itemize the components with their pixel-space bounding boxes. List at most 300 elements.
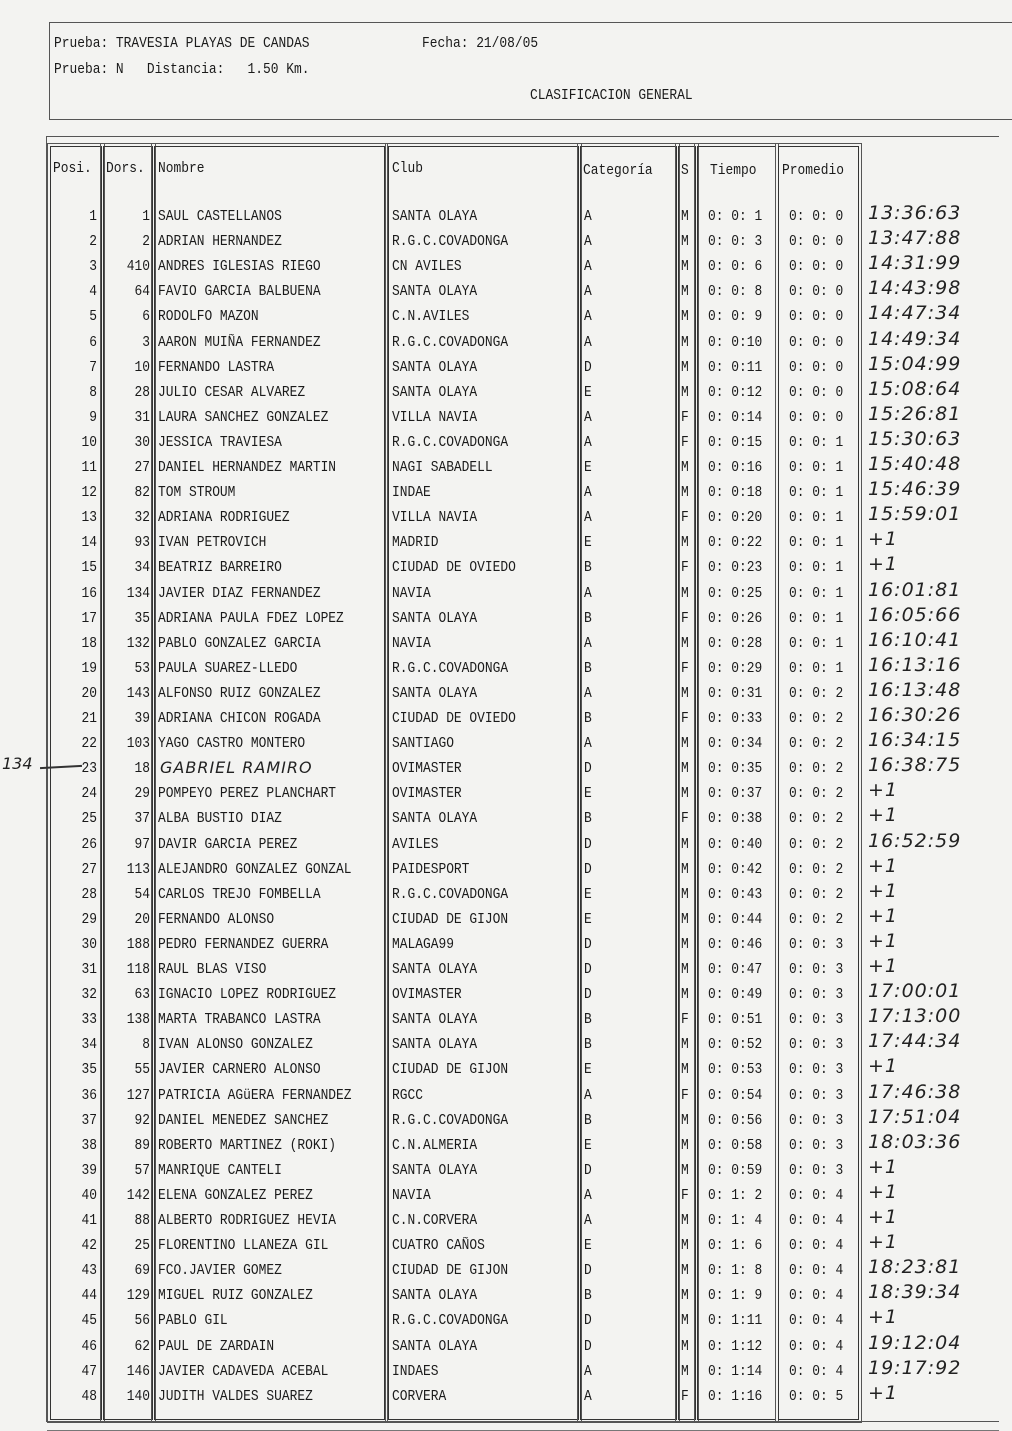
cell-dorsal: 93 bbox=[134, 534, 150, 552]
cell-average: 0: 0: 4 bbox=[789, 1186, 844, 1204]
cell-category: D bbox=[584, 1262, 592, 1280]
cell-club: MALAGA99 bbox=[392, 935, 454, 953]
cell-sex: M bbox=[681, 785, 689, 803]
cell-position: 24 bbox=[81, 785, 97, 803]
table-row bbox=[0, 1233, 1012, 1258]
cell-club: INDAES bbox=[392, 1362, 439, 1380]
table-row bbox=[0, 829, 1012, 857]
cell-handwritten-time: 17:46:38 bbox=[868, 1080, 962, 1103]
table-row bbox=[0, 854, 1012, 882]
cell-time: 0: 0:40 bbox=[708, 835, 763, 853]
cell-category: B bbox=[584, 710, 592, 727]
cell-name: JAVIER CARNERO ALONSO bbox=[158, 1061, 321, 1079]
cell-time: 0: 0:23 bbox=[708, 559, 763, 577]
cell-position: 7 bbox=[89, 358, 97, 376]
cell-handwritten-time: 15:59:01 bbox=[868, 503, 962, 526]
cell-name: FERNANDO ALONSO bbox=[158, 910, 275, 928]
table-row bbox=[0, 229, 1012, 254]
cell-time: 0: 0:26 bbox=[708, 609, 763, 627]
cell-handwritten-time: 14:31:99 bbox=[868, 252, 962, 275]
cell-club: CIUDAD DE OVIEDO bbox=[392, 559, 516, 577]
cell-category: E bbox=[584, 534, 592, 552]
cell-position: 9 bbox=[89, 408, 97, 426]
cell-position: 29 bbox=[81, 910, 97, 928]
cell-average: 0: 0: 4 bbox=[789, 1362, 844, 1380]
cell-club: MADRID bbox=[392, 534, 439, 552]
table-row bbox=[0, 781, 1012, 806]
cell-category: E bbox=[584, 885, 592, 903]
cell-time: 0: 0: 9 bbox=[708, 308, 763, 326]
cell-handwritten-time: +1 bbox=[868, 1055, 899, 1078]
cell-club: SANTA OLAYA bbox=[392, 1011, 478, 1029]
table-row bbox=[0, 929, 1012, 957]
cell-dorsal: 39 bbox=[134, 710, 150, 727]
cell-category: E bbox=[584, 1136, 592, 1154]
cell-sex: F bbox=[681, 1387, 689, 1405]
header-dors: Dors. bbox=[106, 160, 145, 177]
cell-dorsal: 103 bbox=[126, 735, 150, 753]
cell-sex: M bbox=[681, 208, 689, 225]
table-row bbox=[0, 806, 1012, 831]
cell-dorsal: 82 bbox=[134, 484, 150, 502]
cell-average: 0: 0: 2 bbox=[789, 735, 844, 753]
cell-club: CIUDAD DE GIJON bbox=[392, 910, 509, 928]
cell-club: OVIMASTER bbox=[392, 760, 462, 778]
cell-dorsal: 32 bbox=[134, 509, 150, 527]
cell-average: 0: 0: 1 bbox=[789, 484, 844, 502]
cell-position: 16 bbox=[81, 584, 97, 602]
cell-sex: M bbox=[681, 459, 689, 476]
cell-category: D bbox=[584, 760, 592, 778]
cell-dorsal: 97 bbox=[134, 835, 150, 853]
cell-average: 0: 0: 4 bbox=[789, 1237, 844, 1255]
cell-club: SANTA OLAYA bbox=[392, 1287, 478, 1305]
table-row bbox=[0, 578, 1012, 606]
cell-sex: M bbox=[681, 1287, 689, 1305]
cell-club: SANTA OLAYA bbox=[392, 810, 478, 828]
cell-sex: M bbox=[681, 1061, 689, 1079]
cell-handwritten-time: +1 bbox=[868, 854, 899, 877]
cell-sex: M bbox=[681, 1337, 689, 1355]
cell-sex: F bbox=[681, 609, 689, 627]
cell-time: 0: 0:28 bbox=[708, 634, 763, 652]
cell-club: C.N.AVILES bbox=[392, 308, 470, 326]
cell-time: 0: 0:16 bbox=[708, 459, 763, 476]
cell-club: SANTA OLAYA bbox=[392, 609, 478, 627]
table-row bbox=[0, 327, 1012, 355]
table-row bbox=[0, 904, 1012, 932]
cell-time: 0: 0:35 bbox=[708, 760, 763, 778]
cell-club: NAGI SABADELL bbox=[392, 459, 493, 476]
cell-club: R.G.C.COVADONGA bbox=[392, 233, 509, 251]
cell-handwritten-time: +1 bbox=[868, 1206, 899, 1228]
cell-sex: M bbox=[681, 1136, 689, 1154]
cell-category: A bbox=[584, 1212, 592, 1229]
cell-category: A bbox=[584, 584, 592, 602]
cell-position: 32 bbox=[81, 986, 97, 1004]
cell-sex: M bbox=[681, 835, 689, 853]
cell-dorsal: 10 bbox=[134, 358, 150, 376]
cell-time: 0: 0: 3 bbox=[708, 233, 763, 251]
cell-category: A bbox=[584, 1186, 592, 1204]
cell-dorsal: 146 bbox=[126, 1362, 150, 1380]
cell-dorsal: 132 bbox=[126, 634, 150, 652]
cell-position: 4 bbox=[89, 283, 97, 301]
cell-handwritten-time: 16:34:15 bbox=[868, 729, 962, 752]
cell-name: BEATRIZ BARREIRO bbox=[158, 559, 282, 577]
cell-name: PAUL DE ZARDAIN bbox=[158, 1337, 275, 1355]
cell-average: 0: 0: 4 bbox=[789, 1212, 844, 1229]
cell-time: 0: 1: 9 bbox=[708, 1287, 763, 1305]
cell-club: CIUDAD DE GIJON bbox=[392, 1262, 509, 1280]
cell-average: 0: 0: 3 bbox=[789, 1161, 844, 1179]
cell-average: 0: 0: 2 bbox=[789, 785, 844, 803]
cell-handwritten-time: 15:46:39 bbox=[868, 478, 962, 501]
table-row bbox=[0, 1080, 1012, 1108]
cell-club: SANTA OLAYA bbox=[392, 1337, 478, 1355]
cell-time: 0: 0:44 bbox=[708, 910, 763, 928]
cell-average: 0: 0: 1 bbox=[789, 509, 844, 527]
cell-category: A bbox=[584, 1086, 592, 1104]
cell-position: 43 bbox=[81, 1262, 97, 1280]
table-row bbox=[0, 879, 1012, 907]
cell-name: PABLO GONZALEZ GARCIA bbox=[158, 634, 321, 652]
cell-dorsal: 57 bbox=[134, 1161, 150, 1179]
cell-position: 30 bbox=[81, 935, 97, 953]
cell-sex: F bbox=[681, 710, 689, 727]
cell-club: CN AVILES bbox=[392, 258, 462, 276]
cell-dorsal: 140 bbox=[126, 1387, 150, 1405]
cell-average: 0: 0: 3 bbox=[789, 1036, 844, 1054]
cell-dorsal: 127 bbox=[126, 1086, 150, 1104]
cell-sex: M bbox=[681, 935, 689, 953]
cell-handwritten-time: 16:10:41 bbox=[868, 628, 962, 651]
cell-category: B bbox=[584, 1011, 592, 1029]
cell-category: E bbox=[584, 785, 592, 803]
table-row bbox=[0, 480, 1012, 505]
table-row bbox=[0, 377, 1012, 405]
cell-time: 0: 1:14 bbox=[708, 1362, 763, 1380]
table-row bbox=[0, 982, 1012, 1007]
cell-dorsal: 54 bbox=[134, 885, 150, 903]
cell-average: 0: 0: 2 bbox=[789, 810, 844, 828]
cell-category: A bbox=[584, 509, 592, 527]
cell-club: SANTA OLAYA bbox=[392, 208, 478, 225]
cell-handwritten-time: +1 bbox=[868, 528, 899, 551]
cell-name: ADRIANA CHICON ROGADA bbox=[158, 710, 321, 727]
cell-name: JAVIER DIAZ FERNANDEZ bbox=[158, 584, 321, 602]
cell-sex: F bbox=[681, 1086, 689, 1104]
cell-name: DANIEL HERNANDEZ MARTIN bbox=[158, 459, 337, 476]
cell-dorsal: 134 bbox=[126, 584, 150, 602]
cell-handwritten-time: 15:08:64 bbox=[868, 377, 962, 400]
cell-time: 0: 1:12 bbox=[708, 1337, 763, 1355]
cell-name: ALBA BUSTIO DIAZ bbox=[158, 810, 282, 828]
cell-club: OVIMASTER bbox=[392, 785, 462, 803]
cell-category: E bbox=[584, 383, 592, 401]
cell-average: 0: 0: 4 bbox=[789, 1312, 844, 1330]
cell-club: SANTA OLAYA bbox=[392, 684, 478, 702]
cell-club: CIUDAD DE OVIEDO bbox=[392, 710, 516, 727]
cell-sex: M bbox=[681, 534, 689, 552]
cell-category: A bbox=[584, 433, 592, 451]
cell-sex: M bbox=[681, 283, 689, 301]
cell-name: FAVIO GARCIA BALBUENA bbox=[158, 283, 321, 301]
cell-position: 36 bbox=[81, 1086, 97, 1104]
cell-dorsal: 37 bbox=[134, 810, 150, 828]
cell-category: E bbox=[584, 459, 592, 476]
cell-handwritten-time: 19:17:92 bbox=[868, 1356, 962, 1379]
table-row bbox=[0, 1258, 1012, 1283]
cell-average: 0: 0: 4 bbox=[789, 1287, 844, 1305]
cell-time: 0: 0:18 bbox=[708, 484, 763, 502]
cell-average: 0: 0: 0 bbox=[789, 308, 844, 326]
cell-category: A bbox=[584, 1362, 592, 1380]
cell-name: TOM STROUM bbox=[158, 484, 236, 502]
cell-name: ALFONSO RUIZ GONZALEZ bbox=[158, 684, 321, 702]
cell-position: 39 bbox=[81, 1161, 97, 1179]
cell-name: JUDITH VALDES SUAREZ bbox=[158, 1387, 313, 1405]
cell-handwritten-time: +1 bbox=[868, 1180, 899, 1203]
cell-dorsal: 92 bbox=[134, 1111, 150, 1129]
cell-club: OVIMASTER bbox=[392, 986, 462, 1004]
table-row bbox=[0, 957, 1012, 982]
cell-position: 42 bbox=[81, 1237, 97, 1255]
cell-time: 0: 0:56 bbox=[708, 1111, 763, 1129]
cell-position: 37 bbox=[81, 1111, 97, 1129]
cell-sex: M bbox=[681, 1237, 689, 1255]
cell-average: 0: 0: 0 bbox=[789, 358, 844, 376]
cell-handwritten-time: 19:12:04 bbox=[868, 1331, 962, 1354]
cell-dorsal: 410 bbox=[126, 258, 150, 276]
cell-name: SAUL CASTELLANOS bbox=[158, 208, 282, 225]
cell-sex: F bbox=[681, 659, 689, 677]
cell-position: 18 bbox=[81, 634, 97, 652]
cell-club: PAIDESPORT bbox=[392, 860, 470, 878]
cell-handwritten-time: +1 bbox=[868, 904, 899, 927]
cell-dorsal: 89 bbox=[134, 1136, 150, 1154]
cell-dorsal: 6 bbox=[142, 308, 150, 326]
table-row bbox=[0, 628, 1012, 656]
cell-time: 0: 0:37 bbox=[708, 785, 763, 803]
cell-sex: M bbox=[681, 860, 689, 878]
cell-category: D bbox=[584, 1312, 592, 1330]
cell-category: E bbox=[584, 1237, 592, 1255]
cell-sex: M bbox=[681, 484, 689, 502]
cell-average: 0: 0: 2 bbox=[789, 910, 844, 928]
cell-time: 0: 0:25 bbox=[708, 584, 763, 602]
cell-average: 0: 0: 3 bbox=[789, 986, 844, 1004]
cell-club: SANTA OLAYA bbox=[392, 383, 478, 401]
cell-handwritten-time: 18:39:34 bbox=[868, 1281, 962, 1304]
cell-position: 3 bbox=[89, 258, 97, 276]
table-row bbox=[0, 731, 1012, 756]
cell-average: 0: 0: 2 bbox=[789, 835, 844, 853]
header-avg: Promedio bbox=[782, 162, 844, 179]
cell-club: RGCC bbox=[392, 1086, 423, 1104]
event-distance: Prueba: N Distancia: 1.50 Km. bbox=[54, 61, 310, 78]
cell-name: MARTA TRABANCO LASTRA bbox=[158, 1011, 321, 1029]
cell-name: PEDRO FERNANDEZ GUERRA bbox=[158, 935, 329, 953]
cell-category: B bbox=[584, 659, 592, 677]
cell-category: D bbox=[584, 986, 592, 1004]
cell-category: D bbox=[584, 935, 592, 953]
header-time: Tiempo bbox=[710, 162, 757, 179]
cell-time: 0: 0:29 bbox=[708, 659, 763, 677]
cell-name: ALBERTO RODRIGUEZ HEVIA bbox=[158, 1212, 337, 1229]
cell-position: 6 bbox=[89, 333, 97, 351]
cell-name: POMPEYO PEREZ PLANCHART bbox=[158, 785, 337, 803]
cell-club: C.N.ALMERIA bbox=[392, 1136, 478, 1154]
cell-time: 0: 0:54 bbox=[708, 1086, 763, 1104]
cell-average: 0: 0: 1 bbox=[789, 634, 844, 652]
cell-position: 33 bbox=[81, 1011, 97, 1029]
cell-name: RAUL BLAS VISO bbox=[158, 961, 267, 978]
cell-handwritten-time: 16:38:75 bbox=[868, 754, 962, 777]
cell-club: R.G.C.COVADONGA bbox=[392, 659, 509, 677]
cell-average: 0: 0: 0 bbox=[789, 208, 844, 225]
cell-handwritten-time: 14:43:98 bbox=[868, 277, 962, 300]
cell-dorsal: 88 bbox=[134, 1212, 150, 1229]
cell-handwritten-time: 17:44:34 bbox=[868, 1030, 962, 1053]
cell-handwritten-time: +1 bbox=[868, 929, 899, 952]
cell-handwritten-time: 15:04:99 bbox=[868, 352, 962, 375]
cell-position: 48 bbox=[81, 1387, 97, 1405]
table-row bbox=[0, 254, 1012, 279]
cell-average: 0: 0: 0 bbox=[789, 408, 844, 426]
cell-handwritten-time: 18:03:36 bbox=[868, 1130, 962, 1153]
cell-category: D bbox=[584, 860, 592, 878]
cell-category: B bbox=[584, 1111, 592, 1129]
table-row bbox=[0, 1105, 1012, 1133]
cell-category: A bbox=[584, 258, 592, 276]
cell-time: 0: 0:34 bbox=[708, 735, 763, 753]
table-row bbox=[0, 1331, 1012, 1359]
table-row bbox=[0, 555, 1012, 580]
cell-category: E bbox=[584, 910, 592, 928]
cell-name: ELENA GONZALEZ PEREZ bbox=[158, 1186, 313, 1204]
cell-position: 23 bbox=[81, 760, 97, 778]
cell-position: 15 bbox=[81, 559, 97, 577]
cell-name: DAVIR GARCIA PEREZ bbox=[158, 835, 298, 853]
cell-sex: F bbox=[681, 810, 689, 828]
cell-time: 0: 0:58 bbox=[708, 1136, 763, 1154]
table-row bbox=[0, 1155, 1012, 1183]
cell-name: PABLO GIL bbox=[158, 1312, 228, 1330]
cell-category: D bbox=[584, 961, 592, 978]
cell-club: R.G.C.COVADONGA bbox=[392, 1111, 509, 1129]
cell-category: A bbox=[584, 684, 592, 702]
cell-time: 0: 0:11 bbox=[708, 358, 763, 376]
table-row bbox=[0, 505, 1012, 530]
cell-position: 10 bbox=[81, 433, 97, 451]
cell-average: 0: 0: 2 bbox=[789, 710, 844, 727]
cell-sex: M bbox=[681, 1036, 689, 1054]
table-row bbox=[0, 1283, 1012, 1308]
cell-average: 0: 0: 3 bbox=[789, 961, 844, 978]
cell-sex: M bbox=[681, 961, 689, 978]
cell-name: IGNACIO LOPEZ RODRIGUEZ bbox=[158, 986, 337, 1004]
cell-category: D bbox=[584, 835, 592, 853]
cell-name: LAURA SANCHEZ GONZALEZ bbox=[158, 408, 329, 426]
cell-club: CORVERA bbox=[392, 1387, 447, 1405]
cell-handwritten-time: 15:40:48 bbox=[868, 453, 962, 475]
cell-handwritten-time: 16:30:26 bbox=[868, 704, 962, 726]
cell-time: 0: 0: 6 bbox=[708, 258, 763, 276]
cell-name: AARON MUIÑA FERNANDEZ bbox=[158, 333, 321, 351]
cell-name: ANDRES IGLESIAS RIEGO bbox=[158, 258, 321, 276]
cell-club: NAVIA bbox=[392, 584, 431, 602]
cell-handwritten-time: 15:26:81 bbox=[868, 402, 962, 425]
cell-average: 0: 0: 2 bbox=[789, 860, 844, 878]
cell-handwritten-time: +1 bbox=[868, 804, 899, 827]
cell-average: 0: 0: 0 bbox=[789, 383, 844, 401]
table-row bbox=[0, 455, 1012, 480]
cell-position: 46 bbox=[81, 1337, 97, 1355]
table-row bbox=[0, 402, 1012, 430]
cell-position: 45 bbox=[81, 1312, 97, 1330]
cell-sex: M bbox=[681, 1111, 689, 1129]
cell-dorsal: 34 bbox=[134, 559, 150, 577]
cell-average: 0: 0: 0 bbox=[789, 258, 844, 276]
cell-dorsal: 53 bbox=[134, 659, 150, 677]
cell-club: R.G.C.COVADONGA bbox=[392, 885, 509, 903]
cell-name: ADRIANA PAULA FDEZ LOPEZ bbox=[158, 609, 344, 627]
cell-position: 1 bbox=[89, 208, 97, 225]
cell-position: 12 bbox=[81, 484, 97, 502]
cell-sex: M bbox=[681, 308, 689, 326]
cell-club: VILLA NAVIA bbox=[392, 509, 478, 527]
cell-sex: M bbox=[681, 233, 689, 251]
cell-category: B bbox=[584, 609, 592, 627]
cell-time: 0: 1: 2 bbox=[708, 1186, 763, 1204]
cell-average: 0: 0: 3 bbox=[789, 1086, 844, 1104]
table-row bbox=[0, 204, 1012, 229]
cell-handwritten-time: 13:36:63 bbox=[868, 202, 962, 224]
header-sex: S bbox=[681, 162, 689, 179]
cell-average: 0: 0: 1 bbox=[789, 609, 844, 627]
cell-category: D bbox=[584, 358, 592, 376]
cell-category: D bbox=[584, 1161, 592, 1179]
cell-club: SANTIAGO bbox=[392, 735, 454, 753]
cell-club: R.G.C.COVADONGA bbox=[392, 333, 509, 351]
cell-club: SANTA OLAYA bbox=[392, 1161, 478, 1179]
cell-average: 0: 0: 0 bbox=[789, 333, 844, 351]
cell-handwritten-time: 18:23:81 bbox=[868, 1256, 962, 1279]
cell-handwritten-time: +1 bbox=[868, 1306, 899, 1329]
cell-dorsal: 20 bbox=[134, 910, 150, 928]
cell-dorsal: 55 bbox=[134, 1061, 150, 1079]
cell-average: 0: 0: 1 bbox=[789, 433, 844, 451]
table-row bbox=[0, 1057, 1012, 1082]
event-date: Fecha: 21/08/05 bbox=[422, 35, 539, 52]
cell-handwritten-time: 16:01:81 bbox=[868, 578, 962, 601]
table-row bbox=[0, 1007, 1012, 1032]
cell-dorsal: 31 bbox=[134, 408, 150, 426]
cell-time: 0: 0:49 bbox=[708, 986, 763, 1004]
cell-category: B bbox=[584, 1036, 592, 1054]
cell-category: A bbox=[584, 333, 592, 351]
cell-position: 19 bbox=[81, 659, 97, 677]
cell-time: 0: 0:43 bbox=[708, 885, 763, 903]
cell-category: A bbox=[584, 408, 592, 426]
cell-average: 0: 0: 3 bbox=[789, 1011, 844, 1029]
cell-handwritten-time: 16:13:16 bbox=[868, 653, 962, 676]
cell-average: 0: 0: 3 bbox=[789, 1061, 844, 1079]
cell-sex: F bbox=[681, 433, 689, 451]
cell-club: SANTA OLAYA bbox=[392, 358, 478, 376]
cell-position: 14 bbox=[81, 534, 97, 552]
